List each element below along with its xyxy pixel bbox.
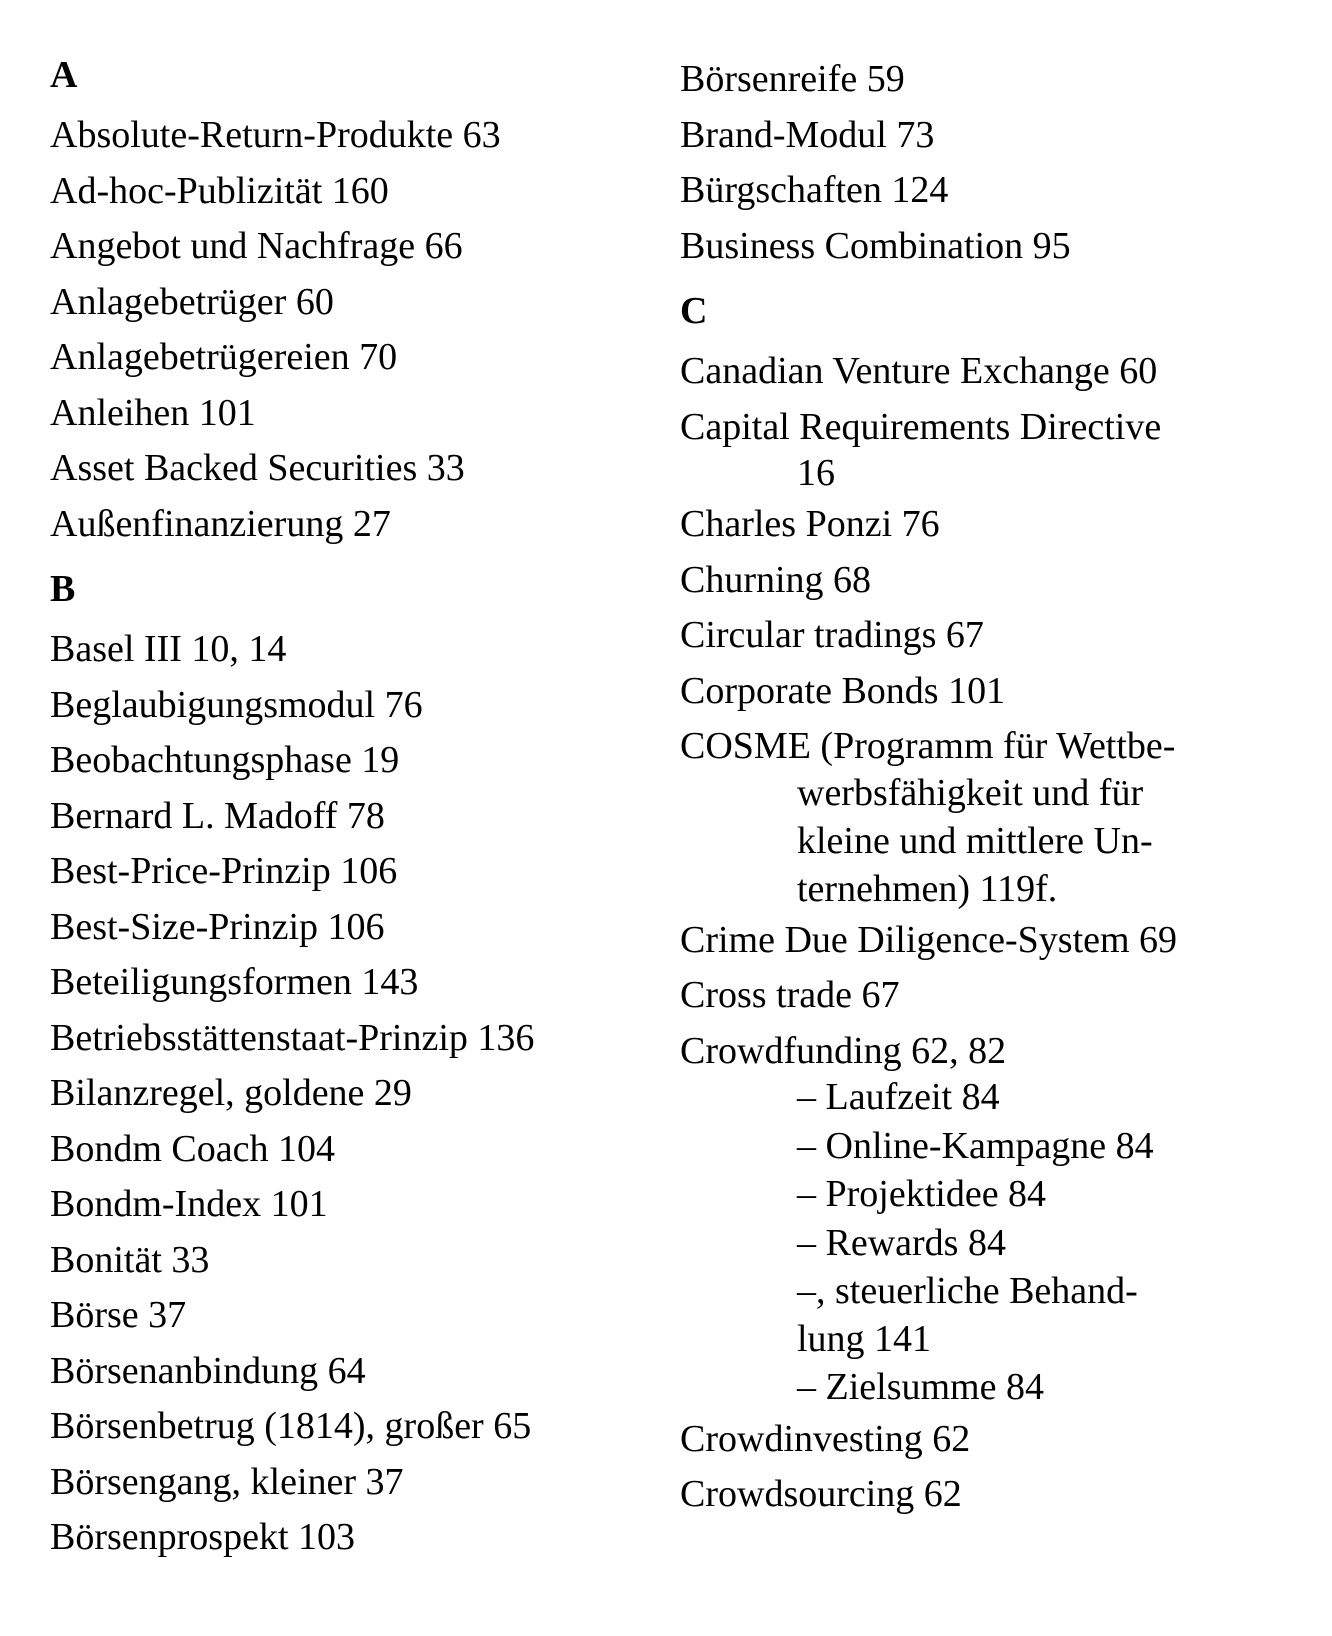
section-letter-c: C [680,290,708,332]
index-entry: Anlagebetrüger 60 [50,280,334,323]
index-entry: Angebot und Nachfrage 66 [50,225,463,267]
index-entry: Beobachtungsphase 19 [50,739,400,781]
index-entry: Bondm-Index 101 [50,1183,328,1225]
entry-continuation: ternehmen) 119f. [797,867,1058,910]
index-entry: Bonität 33 [50,1238,210,1281]
index-entry: Charles Ponzi 76 [680,503,940,545]
index-entry: Beteiligungsformen 143 [50,961,419,1003]
index-entry: Anlagebetrügereien 70 [50,336,398,378]
index-entry: Außenfinanzierung 27 [50,502,391,545]
index-entry: Asset Backed Securities 33 [50,447,465,489]
index-entry: Brand-Modul 73 [680,113,935,156]
index-entry: Business Combination 95 [680,224,1071,267]
index-entry: Anleihen 101 [50,391,256,434]
index-entry: Bondm Coach 104 [50,1127,335,1170]
index-entry: Crowdsourcing 62 [680,1473,962,1515]
section-letter-b: B [50,568,76,610]
index-entry: Canadian Venture Exchange 60 [680,350,1158,392]
index-subentry: – Rewards 84 [797,1221,1006,1264]
index-entry-multiline [680,400,1300,498]
entry-line: Capital Requirements Directive [680,405,1162,448]
index-entry: Börse 37 [50,1294,187,1336]
index-entry: Best-Price-Prinzip 106 [50,850,398,892]
index-entry: Bilanzregel, goldene 29 [50,1072,412,1114]
entry-continuation: lung 141 [797,1318,932,1360]
index-entry: Churning 68 [680,558,872,601]
index-entry: Absolute-Return-Produkte 63 [50,114,501,156]
index-entry: Ad-hoc-Publizität 160 [50,169,389,212]
index-entry: Basel III 10, 14 [50,628,287,670]
index-subentry: – Zielsumme 84 [797,1366,1044,1408]
index-column-right [680,52,1300,1523]
index-entry: Crowdfunding 62, 82 [680,1029,1007,1072]
index-subentry: – Projektidee 84 [797,1173,1047,1215]
index-entry: Crime Due Diligence-System 69 [680,918,1178,961]
index-entry: Cross trade 67 [680,974,900,1016]
index-subentry: – Online-Kampagne 84 [797,1124,1154,1167]
index-entry: Börsenanbindung 64 [50,1349,366,1392]
index-entry: Circular tradings 67 [680,614,984,656]
section-letter-a: A [50,54,78,96]
index-entry: Börsenreife 59 [680,58,905,100]
index-entry-multiline [680,719,1300,913]
index-entry: Börsengang, kleiner 37 [50,1460,404,1503]
index-subentry: – Laufzeit 84 [797,1076,1000,1118]
index-column-left [50,52,670,1566]
entry-line: COSME (Programm für Wettbe- [680,725,1176,767]
entry-continuation: werbsfähigkeit und für [797,771,1144,814]
entry-line: –, steuerliche Behand- [797,1270,1138,1312]
index-entry: Beglaubigungsmodul 76 [50,683,423,726]
index-entry: Börsenbetrug (1814), großer 65 [50,1405,532,1447]
index-subentry-multiline [680,1267,1300,1363]
index-entry: Betriebsstättenstaat-Prinzip 136 [50,1016,535,1059]
entry-continuation: 16 [797,452,835,494]
index-entry: Corporate Bonds 101 [680,669,1006,712]
entry-continuation: kleine und mittlere Un- [797,819,1153,862]
index-entry: Börsenprospekt 103 [50,1516,356,1558]
index-entry: Bürgschaften 124 [680,169,949,211]
index-entry: Bernard L. Madoff 78 [50,794,385,837]
index-entry: Best-Size-Prinzip 106 [50,905,385,948]
index-entry: Crowdinvesting 62 [680,1417,971,1460]
